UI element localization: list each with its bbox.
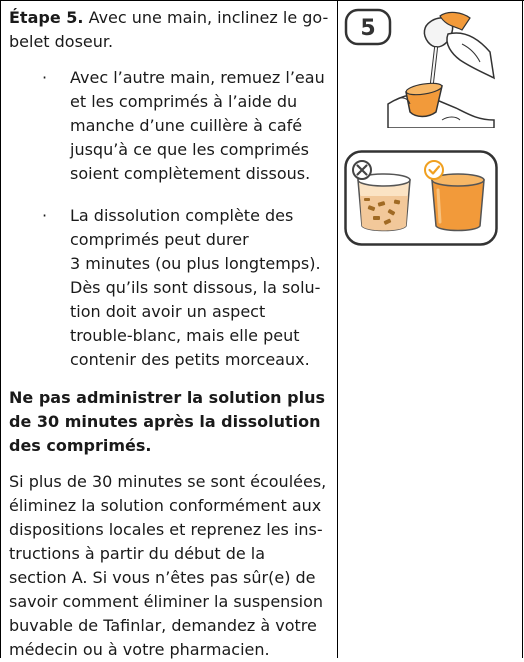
dissolution-comparison xyxy=(344,150,498,246)
upper-hand xyxy=(447,33,494,78)
bullet-line: et les comprimés à l’aide du xyxy=(70,92,298,111)
paragraph-line: dispositions locales et reprenez les ins- xyxy=(9,520,323,539)
cross-circle-icon xyxy=(353,161,371,179)
paragraph-line: buvable de Tafinlar, demandez à votre xyxy=(9,616,317,635)
warning-line: Ne pas administrer la solution plus xyxy=(9,388,325,407)
paragraph-line: tructions à partir du début de la xyxy=(9,544,266,563)
step-text-1: Avec une main, inclinez le go- xyxy=(88,8,329,27)
bullet-line: tion doit avoir un aspect xyxy=(70,302,266,321)
paragraph-line: savoir comment éliminer la suspension xyxy=(9,592,324,611)
warning-text xyxy=(9,386,331,458)
bullet-line: contenir des petits morceaux. xyxy=(70,350,310,369)
stirring-illustration xyxy=(344,8,498,128)
instruction-text-column xyxy=(9,6,331,662)
bullet-line: Avec l’autre main, remuez l’eau xyxy=(70,68,325,87)
bullet-line: comprimés peut durer xyxy=(70,230,249,249)
step-label: Étape 5. xyxy=(9,8,84,27)
bullet-line: Dès qu’ils sont dissous, la solu- xyxy=(70,278,321,297)
bullet-line: La dissolution complète des xyxy=(70,206,294,225)
bullet-line: trouble-blanc, mais elle peut xyxy=(70,326,300,345)
step-heading-line-1 xyxy=(9,6,331,30)
paragraph-line: section A. Si vous n’êtes pas sûr(e) de xyxy=(9,568,316,587)
bullet-line: manche d’une cuillère à café xyxy=(70,116,303,135)
column-divider xyxy=(337,0,338,658)
paragraph-line: éliminez la solution conformément aux xyxy=(9,496,322,515)
bullet-line: 3 minutes (ou plus longtemps). xyxy=(70,254,321,273)
table-top-rule xyxy=(0,0,524,1)
step-number: 5 xyxy=(360,16,376,41)
bullet-line: soient complètement dissous. xyxy=(70,164,311,183)
illustration-column xyxy=(344,8,498,246)
bullet-item xyxy=(9,66,331,186)
bullet-item xyxy=(9,204,331,372)
cup-not-dissolved xyxy=(358,174,410,231)
bullet-line: jusqu’à ce que les comprimés xyxy=(70,140,309,159)
step-heading-line-2: belet doseur. xyxy=(9,32,114,51)
paragraph-line: médecin ou à votre pharmacien. xyxy=(9,640,270,659)
lower-hand xyxy=(388,95,494,128)
check-circle-icon xyxy=(425,161,443,179)
warning-line: de 30 minutes après la dissolution xyxy=(9,412,321,431)
bullet-marker: · xyxy=(42,68,48,87)
bullet-marker: · xyxy=(42,206,48,225)
paragraph-line: Si plus de 30 minutes se sont écoulées, xyxy=(9,472,327,491)
cup-dissolved xyxy=(432,174,484,231)
bullet-list xyxy=(9,66,331,372)
disposal-paragraph xyxy=(9,470,331,662)
warning-line: des comprimés. xyxy=(9,436,152,455)
